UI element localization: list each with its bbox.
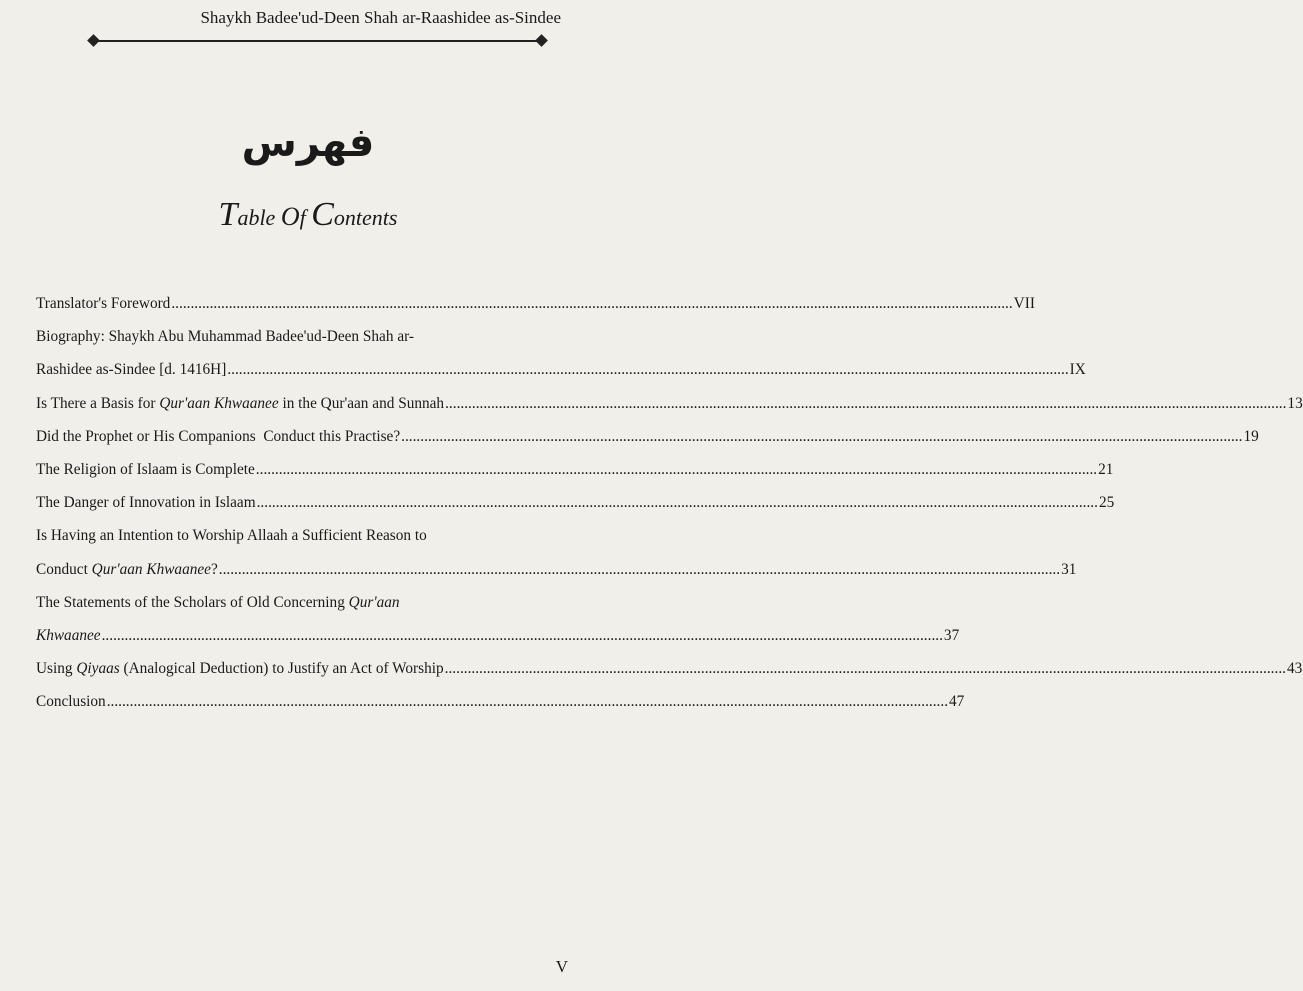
page-number: V	[555, 957, 568, 976]
toc-leader-dots: ............................................................................................................................................................................................................................	[256, 494, 1098, 512]
toc-text-part: The Danger of Innovation in Islaam	[36, 494, 256, 512]
toc-page-number: 25	[1098, 494, 1115, 512]
toc-entry-title	[36, 486, 256, 519]
running-head: Shaykh Badee'ud-Deen Shah ar-Raashidee as-Sindee	[200, 8, 561, 27]
toc-italic-term: Qur'aan	[348, 593, 400, 611]
toc-entry-line	[36, 685, 965, 718]
toc-entry-line	[36, 619, 960, 652]
toc-text-part: Is Having an Intention to Worship Allaah a Sufficient Reason to	[36, 527, 427, 545]
toc-page-number: IX	[1069, 361, 1086, 379]
toc-italic-term: Khwaanee	[36, 626, 101, 644]
title-cap-t: T	[218, 196, 238, 233]
toc-entry-line	[36, 519, 544, 552]
toc-entry-line	[36, 287, 1035, 320]
toc-leader-dots: ............................................................................................................................................................................................................................	[227, 361, 1069, 379]
toc-entry-title	[36, 353, 226, 386]
toc-text-part: ?	[210, 560, 218, 578]
toc-entry-line	[36, 486, 1115, 519]
toc-entry-title	[36, 652, 444, 685]
toc-entry-line	[36, 387, 1303, 420]
toc-text-part: in the Qur'aan and Sunnah	[278, 394, 445, 412]
page-title	[0, 196, 616, 234]
toc-entry-title	[36, 619, 101, 652]
toc-entry-line	[36, 453, 1114, 486]
toc-text-part: Conduct	[36, 560, 92, 578]
toc-italic-term: Qur'aan Khwaanee	[91, 560, 211, 578]
toc-entry-line	[36, 353, 1086, 386]
toc-page-number: 19	[1243, 427, 1259, 445]
toc-leader-dots: ............................................................................................................................................................................................................................	[218, 560, 1061, 578]
toc-leader-dots: ............................................................................................................................................................................................................................	[106, 693, 949, 711]
header-rule	[95, 40, 540, 42]
toc-entry-title	[36, 519, 427, 552]
toc-entry-title	[36, 553, 218, 586]
toc-leader-dots: ............................................................................................................................................................................................................................	[401, 427, 1243, 445]
toc-leader-dots: ............................................................................................................................................................................................................................	[101, 626, 943, 644]
toc-text-part: Is There a Basis for	[36, 394, 160, 412]
toc-entry-title	[36, 387, 444, 420]
table-of-contents	[36, 287, 1303, 718]
toc-entry-title	[36, 320, 414, 353]
toc-text-part: Translator's Foreword	[36, 295, 171, 312]
toc-text-part: Did the Prophet or His Companions Conduct this Practise?	[36, 427, 401, 445]
toc-leader-dots: ............................................................................................................................................................................................................................	[445, 394, 1287, 412]
title-rest-1: able	[237, 205, 281, 230]
toc-entry-title	[36, 685, 106, 718]
toc-entry-line	[36, 652, 1303, 685]
toc-entry-line	[36, 420, 1259, 453]
toc-page-number: 43	[1286, 660, 1303, 678]
arabic-title: فهرس	[241, 120, 375, 166]
toc-entry-title	[36, 453, 255, 486]
toc-italic-term: Qur'aan Khwaanee	[159, 394, 279, 412]
title-cap-c: C	[311, 196, 334, 233]
toc-page-number: 13	[1287, 394, 1303, 412]
toc-leader-dots: ............................................................................................................................................................................................................................	[444, 660, 1286, 678]
toc-text-part: Using	[36, 660, 77, 678]
toc-text-part: (Analogical Deduction) to Justify an Act of Worship	[119, 660, 444, 678]
toc-page-number: 37	[943, 626, 960, 644]
toc-leader-dots: ............................................................................................................................................................................................................................	[255, 460, 1098, 478]
toc-entry-title	[36, 287, 170, 320]
toc-entry-title	[36, 420, 400, 453]
rule-diamond-right	[535, 34, 548, 47]
rule-diamond-left	[87, 34, 100, 47]
toc-page-number: 31	[1061, 560, 1077, 578]
toc-page-number: 21	[1098, 460, 1114, 478]
toc-page-number: VII	[1013, 295, 1035, 312]
toc-leader-dots: ............................................................................................................................................................................................................................	[171, 295, 1013, 312]
toc-entry-line	[36, 553, 1077, 586]
title-cap-o: O	[280, 202, 300, 231]
toc-entry-title	[36, 586, 400, 619]
toc-text-part: Biography: Shaykh Abu Muhammad Badee'ud-Deen Shah ar-	[36, 328, 414, 346]
toc-italic-term: Qiyaas	[76, 660, 120, 678]
toc-text-part: Rashidee as-Sindee [d. 1416H]	[36, 361, 227, 379]
toc-page-number: 47	[949, 693, 965, 711]
toc-entry-line	[36, 586, 544, 619]
title-rest-2: f	[299, 205, 312, 230]
toc-entry-line	[36, 320, 544, 353]
toc-text-part: The Religion of Islaam is Complete	[36, 460, 255, 478]
title-rest-3: ontents	[333, 205, 398, 230]
toc-text-part: The Statements of the Scholars of Old Concerning	[36, 593, 349, 611]
toc-text-part: Conclusion	[36, 693, 106, 711]
